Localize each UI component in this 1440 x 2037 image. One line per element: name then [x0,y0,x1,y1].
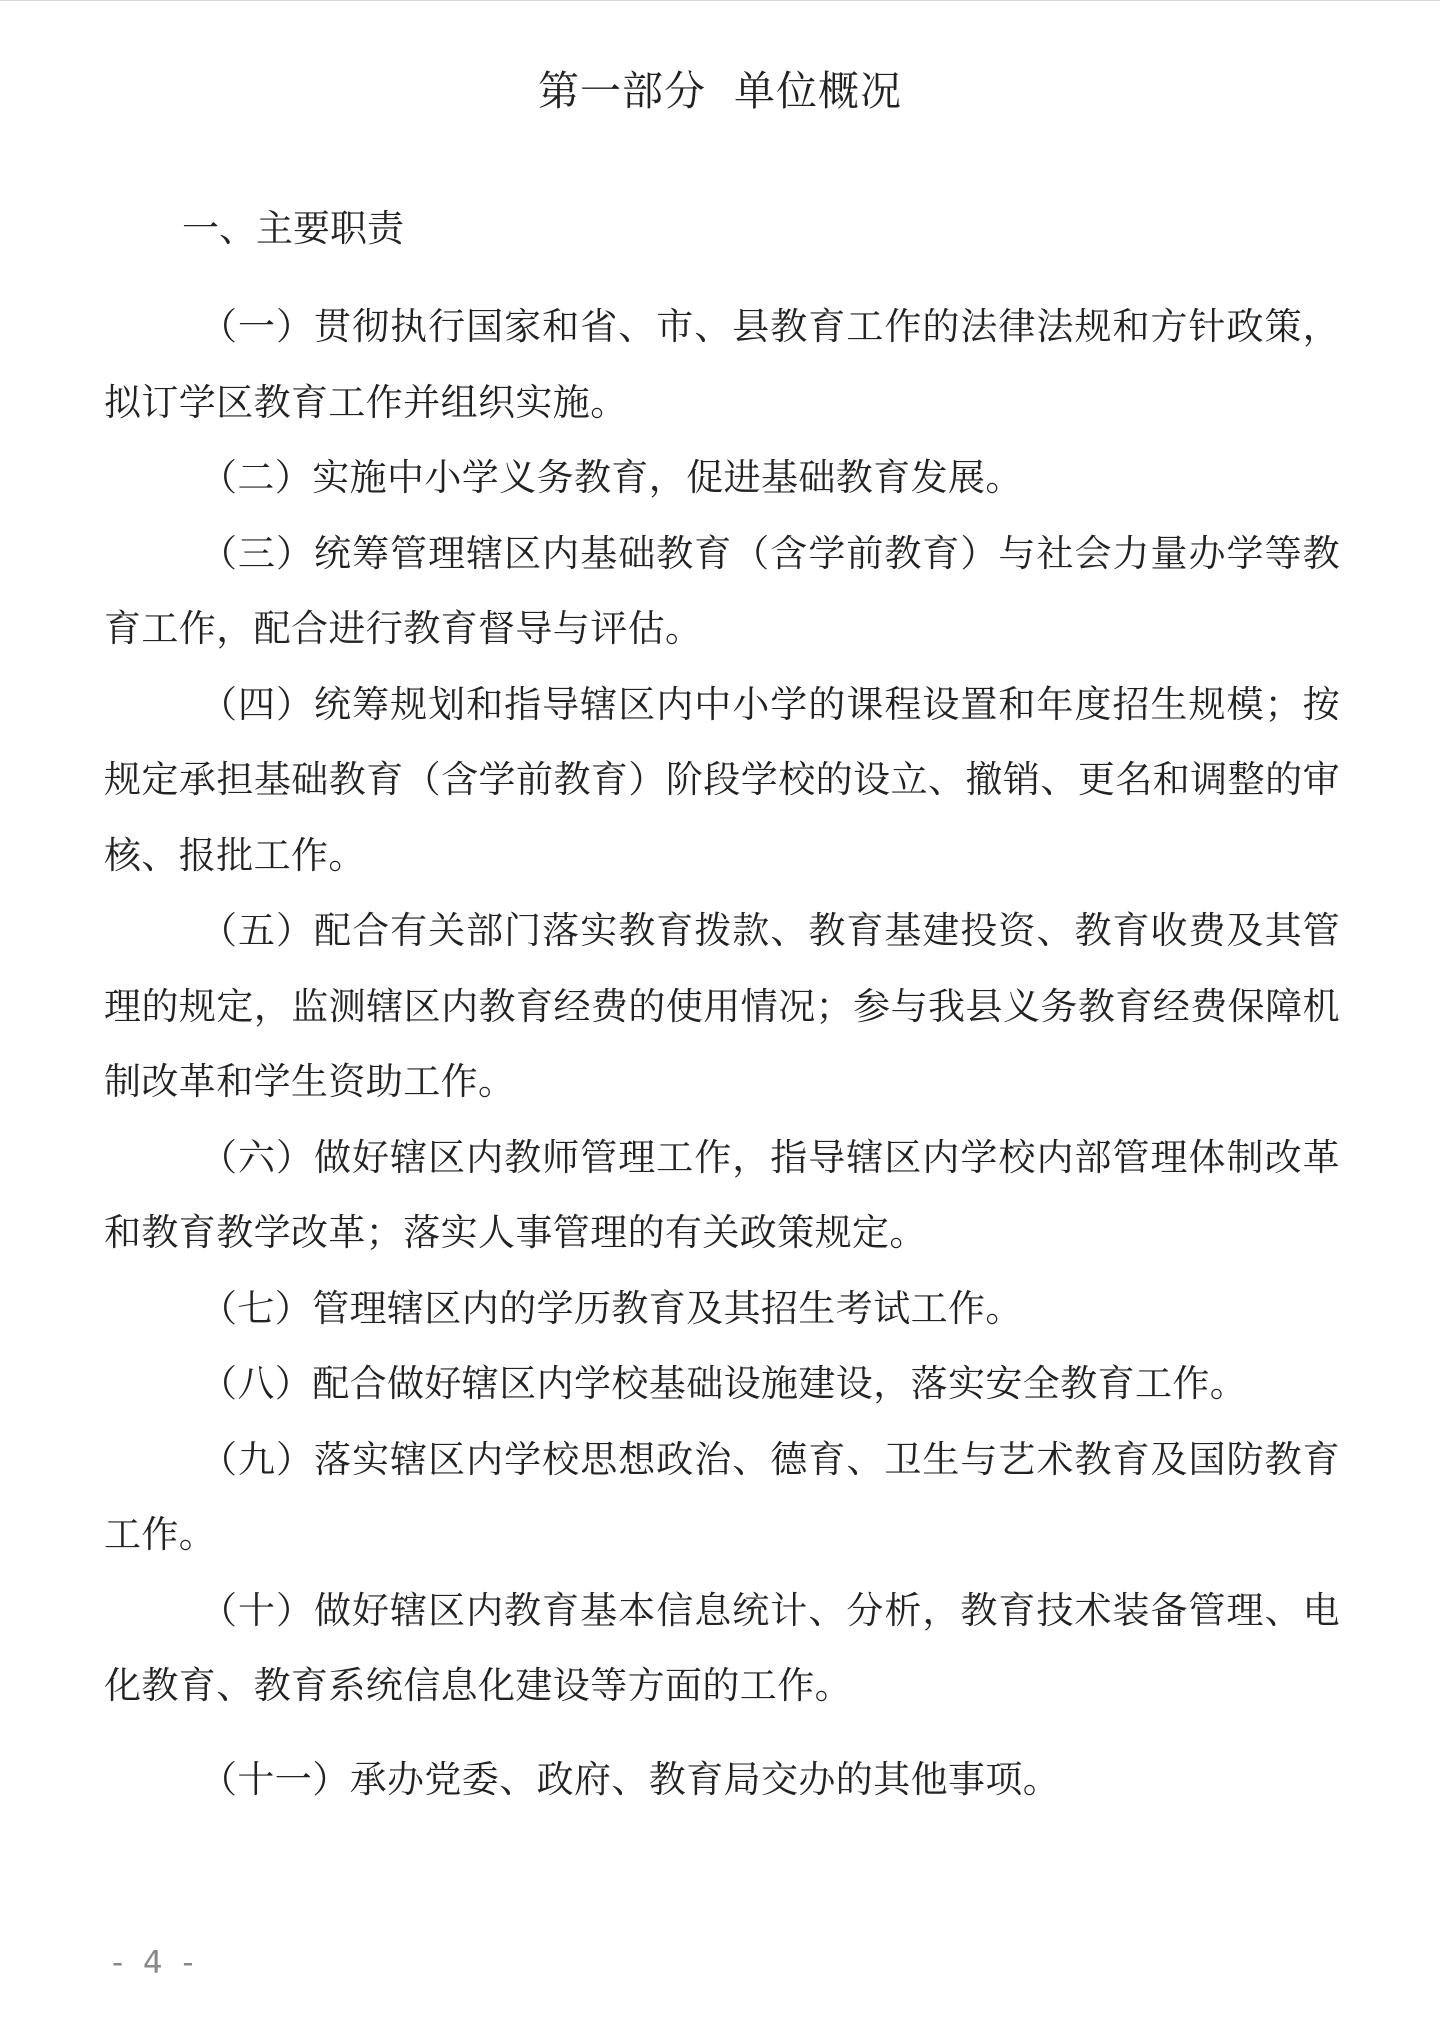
paragraph: （十一）承办党委、政府、教育局交办的其他事项。 [200,1757,1061,1801]
document-body [104,289,1340,1817]
paragraph: （十）做好辖区内教育基本信息统计、分析，教育技术装备管理、电化教育、教育系统信息化建设等方面的工作。 [104,1588,1340,1707]
paragraph: （九）落实辖区内学校思想政治、德育、卫生与艺术教育及国防教育工作。 [104,1437,1340,1556]
paragraph: （四）统筹规划和指导辖区内中小学的课程设置和年度招生规模；按规定承担基础教育（含学前教育）阶段学校的设立、撤销、更名和调整的审核、报批工作。 [104,682,1340,877]
paragraph: （五）配合有关部门落实教育拨款、教育基建投资、教育收费及其管理的规定，监测辖区内教育经费的使用情况；参与我县义务教育经费保障机制改革和学生资助工作。 [104,909,1340,1103]
section-heading: 一、主要职责 [182,207,404,250]
page-title: 第一部分 单位概况 [537,67,903,115]
paragraph: （六）做好辖区内教师管理工作，指导辖区内学校内部管理体制改革和教育教学改革；落实人事管理的有关政策规定。 [104,1135,1340,1254]
page-number: - 4 - [112,1945,194,1981]
paragraph: （一）贯彻执行国家和省、市、县教育工作的法律法规和方针政策，拟订学区教育工作并组织实施。 [104,305,1340,424]
paragraph: （二）实施中小学义务教育，促进基础教育发展。 [200,456,1023,499]
paragraph: （八）配合做好辖区内学校基础设施建设，落实安全教育工作。 [200,1362,1248,1405]
paragraph: （三）统筹管理辖区内基础教育（含学前教育）与社会力量办学等教育工作，配合进行教育督导与评估。 [104,531,1340,650]
paragraph: （七）管理辖区内的学历教育及其招生考试工作。 [200,1286,1023,1330]
